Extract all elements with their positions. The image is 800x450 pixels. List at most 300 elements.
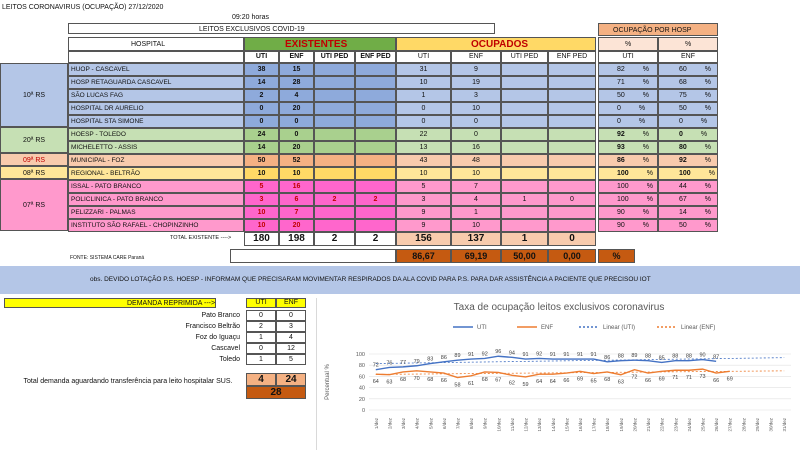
existentes-cell: 5 bbox=[244, 180, 279, 193]
hospital-name-cell: HUOP - CASCAVEL bbox=[68, 63, 244, 76]
existentes-cell: 7 bbox=[279, 206, 314, 219]
pct-enf-cell bbox=[658, 102, 718, 115]
existentes-header bbox=[244, 37, 396, 51]
uti-data-label: 91 bbox=[522, 352, 529, 359]
pct-uti-value: 92 bbox=[617, 131, 625, 138]
pct-enf-cell bbox=[658, 167, 718, 180]
ocupados-cell: 9 bbox=[396, 219, 451, 232]
hospital-name-cell: MUNICIPAL - FOZ bbox=[68, 154, 244, 167]
enf-data-label: 63 bbox=[617, 379, 624, 386]
demanda-grand-total: 28 bbox=[246, 386, 306, 399]
existentes-cell bbox=[355, 76, 396, 89]
pct-sign: % bbox=[642, 66, 650, 73]
ocupados-cell: 0 bbox=[451, 128, 501, 141]
pct-sign: % bbox=[642, 92, 650, 99]
existentes-cell bbox=[314, 76, 355, 89]
ex-enfped-header: ENF PED bbox=[355, 51, 396, 63]
uti-data-label: 91 bbox=[576, 352, 584, 359]
pct-enf-value: 68 bbox=[679, 79, 687, 86]
x-tick-label: 20/dez bbox=[632, 418, 638, 432]
pct-uti-cell bbox=[598, 141, 658, 154]
x-tick-label: 12/dez bbox=[523, 418, 529, 432]
pct-uti-cell bbox=[598, 128, 658, 141]
demanda-uti-cell: 0 bbox=[246, 343, 276, 354]
ocupados-cell bbox=[548, 206, 596, 219]
x-tick-label: 19/dez bbox=[618, 418, 624, 432]
total-ex-enf: 198 bbox=[279, 232, 314, 246]
ocupados-cell bbox=[501, 219, 548, 232]
existentes-cell: 20 bbox=[279, 141, 314, 154]
existentes-cell: 2 bbox=[355, 193, 396, 206]
uti-data-label: 86 bbox=[440, 354, 447, 361]
ocupados-cell bbox=[501, 76, 548, 89]
total-ex-utiped: 2 bbox=[314, 232, 355, 246]
pct-enf-value: 92 bbox=[679, 157, 687, 164]
uti-data-label: 91 bbox=[590, 352, 597, 359]
region-07rs-label: 07ª RS bbox=[23, 202, 46, 209]
pct-sign: % bbox=[704, 66, 712, 73]
existentes-cell bbox=[314, 206, 355, 219]
ocupados-cell: 7 bbox=[451, 180, 501, 193]
region-08rs-label: 08ª RS bbox=[23, 170, 46, 177]
demanda-city: Pato Branco bbox=[201, 312, 240, 319]
uti-data-label: 87 bbox=[713, 354, 720, 361]
x-tick-label: 29/dez bbox=[754, 418, 760, 432]
pct-header-1 bbox=[598, 37, 658, 51]
pct-enf-value: 0 bbox=[679, 131, 683, 138]
y-axis-label: Percentual % bbox=[325, 364, 331, 400]
ocupacao-por-hosp-label: OCUPAÇÃO POR HOSP bbox=[613, 27, 692, 34]
enf-data-label: 65 bbox=[590, 378, 597, 385]
x-tick-label: 28/dez bbox=[741, 418, 747, 432]
pct-enf-cell bbox=[658, 63, 718, 76]
y-tick-label: 20 bbox=[358, 396, 365, 403]
pct-sign: % bbox=[704, 222, 712, 229]
hospital-name-cell: HOSPITAL STA SIMONE bbox=[68, 115, 244, 128]
pct-sign: % bbox=[704, 196, 712, 203]
x-tick-label: 1/dez bbox=[373, 418, 379, 430]
section-title-box bbox=[68, 23, 495, 34]
uti-data-label: 88 bbox=[685, 353, 692, 360]
existentes-cell bbox=[314, 63, 355, 76]
pct-uti-cell bbox=[598, 206, 658, 219]
ocupados-cell bbox=[548, 128, 596, 141]
ocupados-cell bbox=[501, 167, 548, 180]
oc-utiped-header: UTI PED bbox=[501, 51, 548, 63]
demanda-enf-cell: 12 bbox=[276, 343, 306, 354]
existentes-cell bbox=[314, 141, 355, 154]
ocupados-cell: 19 bbox=[451, 76, 501, 89]
uti-data-label: 77 bbox=[399, 359, 407, 366]
existentes-cell: 15 bbox=[279, 63, 314, 76]
existentes-cell: 50 bbox=[244, 154, 279, 167]
ocupados-cell bbox=[501, 154, 548, 167]
uti-data-label: 91 bbox=[563, 352, 570, 359]
existentes-cell bbox=[355, 128, 396, 141]
pct-uti-cell bbox=[598, 193, 658, 206]
existentes-cell: 20 bbox=[279, 219, 314, 232]
x-tick-label: 16/dez bbox=[578, 418, 583, 432]
uti-data-label: 91 bbox=[549, 352, 556, 359]
enf-data-label: 66 bbox=[713, 378, 720, 385]
pct-uti-cell bbox=[598, 167, 658, 180]
demanda-uti-cell: 1 bbox=[246, 354, 276, 365]
pct-sign: % bbox=[704, 209, 712, 216]
x-tick-label: 26/dez bbox=[714, 418, 720, 432]
pct-sign: % bbox=[646, 196, 653, 203]
ocupados-cell bbox=[501, 206, 548, 219]
hospital-name-cell: MICHELETTO - ASSIS bbox=[68, 141, 244, 154]
pct-sign: % bbox=[704, 183, 712, 190]
enf-data-label: 58 bbox=[454, 382, 461, 389]
pct-enf-value: 0 bbox=[679, 118, 683, 125]
ocupados-cell: 0 bbox=[451, 115, 501, 128]
ocupados-cell: 10 bbox=[396, 167, 451, 180]
existentes-cell: 0 bbox=[244, 115, 279, 128]
rate-utiped: 50,00 bbox=[501, 249, 548, 263]
hospital-label: HOSPITAL bbox=[131, 41, 166, 48]
pct-enf-cell bbox=[658, 180, 718, 193]
section-title: LEITOS EXCLUSIVOS COVID-19 bbox=[199, 26, 305, 33]
enf-data-label: 73 bbox=[699, 374, 706, 381]
x-tick-label: 30/dez bbox=[768, 418, 774, 432]
pct-enf-header: ENF bbox=[658, 51, 718, 63]
existentes-cell bbox=[355, 89, 396, 102]
existentes-cell: 10 bbox=[244, 219, 279, 232]
y-tick-label: 0 bbox=[361, 408, 365, 414]
region-09rs-label: 09ª RS bbox=[23, 157, 46, 164]
ocupados-cell: 16 bbox=[451, 141, 501, 154]
existentes-cell: 0 bbox=[279, 115, 314, 128]
x-tick-label: 3/dez bbox=[401, 418, 407, 430]
demanda-enf-cell: 3 bbox=[276, 321, 306, 332]
existentes-cell: 0 bbox=[244, 102, 279, 115]
ocupados-cell: 13 bbox=[396, 141, 451, 154]
report-title: LEITOS CORONAVIRUS (OCUPAÇÃO) 27/12/2020 bbox=[2, 4, 164, 11]
ocupados-cell: 1 bbox=[396, 89, 451, 102]
existentes-cell: 52 bbox=[279, 154, 314, 167]
uti-data-label: 88 bbox=[617, 353, 624, 360]
pct-uti-value: 0 bbox=[617, 118, 621, 125]
existentes-cell: 10 bbox=[279, 167, 314, 180]
x-tick-label: 27/dez bbox=[727, 418, 733, 432]
pct-uti-value: 82 bbox=[617, 66, 625, 73]
ex-utiped-header: UTI PED bbox=[314, 51, 355, 63]
enf-data-label: 72 bbox=[631, 374, 638, 381]
hospital-name-cell: REGIONAL - BELTRÃO bbox=[68, 167, 244, 180]
ex-enf-header: ENF bbox=[279, 51, 314, 63]
ocupados-cell bbox=[501, 180, 548, 193]
ocupados-cell: 10 bbox=[451, 167, 501, 180]
x-tick-label: 22/dez bbox=[659, 418, 665, 432]
ocupados-cell: 4 bbox=[451, 193, 501, 206]
ocupados-cell bbox=[501, 63, 548, 76]
x-tick-label: 6/dez bbox=[441, 418, 447, 430]
pct-sign: % bbox=[704, 144, 712, 151]
rate-pct: % bbox=[598, 249, 635, 263]
enf-data-label: 68 bbox=[427, 376, 434, 383]
enf-data-label: 64 bbox=[549, 379, 556, 386]
pct-enf-cell bbox=[658, 128, 718, 141]
pct-enf-value: 50 bbox=[679, 105, 687, 112]
uti-data-label: 83 bbox=[427, 356, 434, 363]
existentes-cell bbox=[355, 167, 396, 180]
existentes-cell: 24 bbox=[244, 128, 279, 141]
enf-data-label: 66 bbox=[440, 378, 447, 385]
x-tick-label: 2/dez bbox=[387, 418, 393, 430]
pct-uti-value: 100 bbox=[617, 170, 629, 177]
ocupados-cell bbox=[501, 128, 548, 141]
existentes-cell: 4 bbox=[279, 89, 314, 102]
uti-data-label: 79 bbox=[413, 358, 420, 365]
uti-data-label: 96 bbox=[495, 349, 502, 356]
existentes-cell: 3 bbox=[244, 193, 279, 206]
ocupados-cell: 9 bbox=[451, 63, 501, 76]
total-label: TOTAL EXISTENTE ----> bbox=[170, 235, 232, 241]
uti-data-label: 90 bbox=[699, 352, 706, 359]
demanda-uti-header: UTI bbox=[246, 298, 276, 308]
uti-data-label: 92 bbox=[536, 351, 543, 358]
subheader-blank bbox=[68, 51, 244, 63]
existentes-cell bbox=[314, 89, 355, 102]
existentes-cell bbox=[314, 154, 355, 167]
existentes-cell: 2 bbox=[314, 193, 355, 206]
enf-data-label: 62 bbox=[508, 380, 515, 387]
enf-data-label: 68 bbox=[399, 376, 407, 383]
report-time: 09:20 horas bbox=[232, 14, 269, 21]
demanda-enf-cell: 5 bbox=[276, 354, 306, 365]
total-oc-uti: 156 bbox=[396, 232, 451, 246]
ocupados-cell bbox=[548, 115, 596, 128]
existentes-cell bbox=[355, 115, 396, 128]
pct-enf-value: 50 bbox=[679, 222, 687, 229]
hospital-name-cell: PELIZZARI - PALMAS bbox=[68, 206, 244, 219]
pct-uti-cell bbox=[598, 115, 658, 128]
rates-spacer bbox=[230, 249, 396, 263]
pct-sign: % bbox=[708, 170, 715, 177]
ocupados-cell: 0 bbox=[396, 102, 451, 115]
demanda-city: Cascavel bbox=[211, 345, 240, 352]
pct-uti-cell bbox=[598, 180, 658, 193]
enf-data-label: 64 bbox=[536, 379, 543, 386]
enf-data-label: 64 bbox=[372, 379, 379, 386]
enf-data-label: 69 bbox=[576, 376, 584, 383]
pct-sign: % bbox=[704, 157, 712, 164]
existentes-cell: 14 bbox=[244, 141, 279, 154]
existentes-cell bbox=[355, 63, 396, 76]
pct-enf-cell bbox=[658, 76, 718, 89]
uti-data-label: 94 bbox=[508, 350, 515, 357]
x-tick-label: 9/dez bbox=[482, 418, 488, 430]
pct-uti-value: 0 bbox=[617, 105, 621, 112]
pct-uti-cell bbox=[598, 102, 658, 115]
pct-uti-value: 71 bbox=[617, 79, 625, 86]
pct-uti-value: 100 bbox=[617, 183, 629, 190]
enf-data-label: 70 bbox=[413, 375, 420, 382]
enf-data-label: 66 bbox=[563, 378, 570, 385]
ocupados-cell bbox=[501, 141, 548, 154]
x-tick-label: 4/dez bbox=[414, 418, 420, 430]
existentes-label: EXISTENTES bbox=[285, 39, 348, 50]
pct-uti-cell bbox=[598, 219, 658, 232]
existentes-cell bbox=[355, 102, 396, 115]
occupancy-line-chart bbox=[317, 298, 800, 450]
pct-uti-value: 100 bbox=[617, 196, 629, 203]
existentes-cell bbox=[314, 167, 355, 180]
pct-sign: % bbox=[642, 209, 650, 216]
region-10rs bbox=[0, 63, 68, 127]
ocupacao-por-hosp-header bbox=[598, 23, 718, 36]
existentes-cell: 10 bbox=[244, 206, 279, 219]
total-oc-enfped: 0 bbox=[548, 232, 596, 246]
pct-enf-value: 75 bbox=[679, 92, 687, 99]
existentes-cell bbox=[314, 180, 355, 193]
demanda-total-enf: 24 bbox=[276, 373, 306, 386]
ocupados-cell: 3 bbox=[451, 89, 501, 102]
x-tick-label: 25/dez bbox=[700, 418, 706, 432]
y-tick-label: 100 bbox=[355, 352, 365, 358]
uti-data-label: 89 bbox=[631, 353, 638, 360]
rate-enfped: 0,00 bbox=[548, 249, 596, 263]
hospital-name-cell: INSTITUTO SÃO RAFAEL - CHOPINZINHO bbox=[68, 219, 244, 232]
total-ex-enfped: 2 bbox=[355, 232, 396, 246]
pct-enf-cell bbox=[658, 206, 718, 219]
x-tick-label: 21/dez bbox=[646, 418, 652, 432]
source-note: FONTE: SISTEMA CARE Paraná bbox=[70, 255, 145, 261]
pct-sign: % bbox=[638, 118, 646, 125]
pct-enf-cell bbox=[658, 115, 718, 128]
pct-enf-cell bbox=[658, 193, 718, 206]
hospital-name-cell: HOSPITAL DR AURELIO bbox=[68, 102, 244, 115]
pct-uti-cell bbox=[598, 63, 658, 76]
y-tick-label: 80 bbox=[358, 363, 365, 370]
pct-sign: % bbox=[646, 183, 653, 190]
existentes-cell: 2 bbox=[244, 89, 279, 102]
ocupados-cell: 10 bbox=[396, 76, 451, 89]
ocupados-cell: 1 bbox=[501, 193, 548, 206]
pct-uti-cell bbox=[598, 76, 658, 89]
x-tick-label: 10/dez bbox=[496, 418, 502, 432]
existentes-cell bbox=[355, 219, 396, 232]
demanda-city: Francisco Beltrão bbox=[185, 323, 240, 330]
pct-uti-value: 86 bbox=[617, 157, 625, 164]
x-tick-label: 31/dez bbox=[782, 418, 788, 432]
ocupados-cell: 43 bbox=[396, 154, 451, 167]
existentes-cell bbox=[314, 115, 355, 128]
oc-enfped-header: ENF PED bbox=[548, 51, 596, 63]
existentes-cell: 16 bbox=[279, 180, 314, 193]
existentes-cell bbox=[355, 180, 396, 193]
pct-enf-cell bbox=[658, 219, 718, 232]
pct-uti-value: 93 bbox=[617, 144, 625, 151]
rate-uti: 86,67 bbox=[396, 249, 451, 263]
pct-sign: % bbox=[704, 92, 712, 99]
x-tick-label: 5/dez bbox=[428, 418, 434, 430]
x-tick-label: 23/dez bbox=[673, 418, 679, 432]
existentes-cell bbox=[314, 102, 355, 115]
chart-title: Taxa de ocupação leitos exclusivos coronavirus bbox=[453, 302, 665, 313]
pct-enf-value: 100 bbox=[679, 170, 691, 177]
pct-enf-value: 60 bbox=[679, 66, 687, 73]
legend-label: Linear (UTI) bbox=[603, 325, 636, 331]
existentes-cell: 0 bbox=[279, 128, 314, 141]
ocupados-cell: 48 bbox=[451, 154, 501, 167]
enf-data-label: 66 bbox=[645, 378, 652, 385]
existentes-cell: 14 bbox=[244, 76, 279, 89]
hospital-name-cell: ISSAL - PATO BRANCO bbox=[68, 180, 244, 193]
pct-enf-cell bbox=[658, 89, 718, 102]
ocupados-cell bbox=[548, 89, 596, 102]
x-tick-label: 7/dez bbox=[455, 418, 461, 430]
pct-enf-value: 14 bbox=[679, 209, 687, 216]
demanda-title bbox=[4, 298, 216, 308]
pct-sign: % bbox=[704, 105, 712, 112]
total-oc-enf: 137 bbox=[451, 232, 501, 246]
x-tick-label: 17/dez bbox=[591, 418, 597, 432]
uti-data-label: 86 bbox=[604, 354, 611, 361]
pct-enf-value: 44 bbox=[679, 183, 687, 190]
pct-sign: % bbox=[642, 131, 650, 138]
ocupados-cell bbox=[548, 167, 596, 180]
notice-text: obs. DEVIDO LOTAÇÃO P.S. HOESP - INFORMAM QUE PRECISARAM MOVIMENTAR RESPIRADOS DA ALA COVID PARA P.S. PARA DAR ASSISTÊNCIA A PACIENTE QUE PRECISOU IOT bbox=[90, 276, 651, 283]
hospital-name-cell: HOSP RETAGUARDA CASCAVEL bbox=[68, 76, 244, 89]
ocupados-cell bbox=[501, 102, 548, 115]
uti-data-label: 88 bbox=[672, 353, 679, 360]
enf-data-label: 67 bbox=[495, 377, 502, 384]
pct-sign: % bbox=[704, 79, 712, 86]
existentes-cell bbox=[355, 141, 396, 154]
enf-data-label: 63 bbox=[386, 379, 393, 386]
uti-data-label: 85 bbox=[658, 355, 665, 362]
pct-sign: % bbox=[642, 157, 650, 164]
legend-label: UTI bbox=[477, 325, 487, 331]
enf-data-label: 68 bbox=[481, 376, 488, 383]
uti-data-label: 72 bbox=[372, 362, 379, 369]
pct-sign: % bbox=[642, 144, 650, 151]
pct-header-2 bbox=[658, 37, 718, 51]
enf-data-label: 69 bbox=[726, 376, 733, 383]
ocupados-cell: 10 bbox=[451, 219, 501, 232]
ocupados-cell bbox=[548, 219, 596, 232]
ocupados-cell bbox=[548, 154, 596, 167]
notice-banner bbox=[0, 266, 800, 294]
ex-uti-header: UTI bbox=[244, 51, 279, 63]
enf-data-label: 71 bbox=[672, 375, 679, 382]
uti-data-label: 88 bbox=[645, 353, 652, 360]
region-08rs bbox=[0, 166, 68, 179]
pct-sign: % bbox=[642, 222, 650, 229]
existentes-cell bbox=[355, 154, 396, 167]
existentes-cell: 38 bbox=[244, 63, 279, 76]
legend-label: ENF bbox=[541, 325, 553, 331]
hospital-name-cell: HOESP - TOLEDO bbox=[68, 128, 244, 141]
ocupados-cell bbox=[548, 141, 596, 154]
y-tick-label: 60 bbox=[358, 374, 365, 381]
hospital-column-header bbox=[68, 37, 244, 51]
ocupados-cell bbox=[501, 115, 548, 128]
rate-enf: 69,19 bbox=[451, 249, 501, 263]
demanda-total-uti: 4 bbox=[246, 373, 276, 386]
ocupados-cell bbox=[501, 89, 548, 102]
pct-enf-cell bbox=[658, 154, 718, 167]
pct-sign: % bbox=[642, 79, 650, 86]
ocupados-cell bbox=[548, 76, 596, 89]
demanda-uti-cell: 2 bbox=[246, 321, 276, 332]
existentes-cell: 20 bbox=[279, 102, 314, 115]
ocupados-cell: 22 bbox=[396, 128, 451, 141]
total-oc-utiped: 1 bbox=[501, 232, 548, 246]
existentes-cell: 6 bbox=[279, 193, 314, 206]
